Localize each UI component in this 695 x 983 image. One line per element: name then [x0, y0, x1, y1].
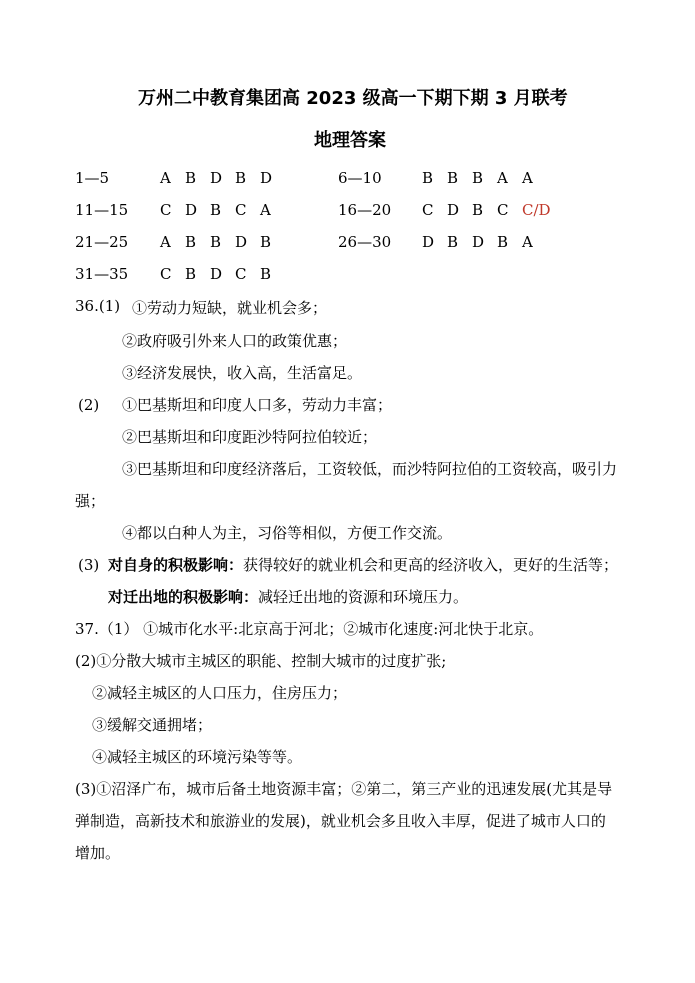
answer-letter: C — [160, 201, 172, 219]
answer-letter: B — [210, 201, 222, 219]
q36-part2-line: 强； — [75, 492, 106, 510]
answer-letter: A — [160, 233, 171, 251]
q36-part2-line: ③巴基斯坦和印度经济落后，工资较低，而沙特阿拉伯的工资较高，吸引力 — [122, 460, 618, 478]
answer-letter: A — [260, 201, 271, 219]
answer-letter: D — [472, 233, 485, 251]
answer-letter: D — [235, 233, 248, 251]
page-title: 万州二中教育集团高 2023 级高一下期下期 3 月联考 — [138, 88, 568, 109]
answer-range: 11—15 — [75, 201, 129, 219]
q36-part3-text: 减轻迁出地的资源和环境压力。 — [258, 588, 469, 606]
answer-letter: B — [472, 169, 484, 187]
answer-letter: D — [210, 265, 223, 283]
q36-part1-line: ①劳动力短缺，就业机会多； — [132, 299, 328, 317]
answer-letter: B — [210, 233, 222, 251]
answer-letter: D — [210, 169, 223, 187]
answer-range: 21—25 — [75, 233, 129, 251]
answer-letter: B — [447, 169, 459, 187]
answer-letters — [160, 169, 285, 187]
answer-letter: C — [160, 265, 172, 283]
q37-line: ③缓解交通拥堵； — [92, 716, 213, 734]
answer-letter: D — [447, 201, 460, 219]
answer-letter: B — [185, 265, 197, 283]
q37-line: (3)①沼泽广布，城市后备土地资源丰富；②第二，第三产业的迅速发展(尤其是导 — [75, 780, 613, 798]
answer-letter: C — [235, 265, 247, 283]
answer-letters — [422, 233, 547, 251]
answer-letters — [160, 201, 285, 219]
answer-letter: D — [185, 201, 198, 219]
answer-letters — [422, 201, 551, 219]
q36-part3-line — [108, 554, 618, 575]
answer-letter: D — [422, 233, 435, 251]
q37-line: ②减轻主城区的人口压力，住房压力； — [92, 684, 348, 702]
answer-range: 16—20 — [338, 201, 392, 219]
answer-letter-special: C/D — [522, 201, 551, 219]
answer-letters — [160, 265, 285, 283]
q36-part2-line: ④都以白种人为主，习俗等相似，方便工作交流。 — [122, 524, 453, 542]
answer-letter: B — [260, 233, 272, 251]
answer-letter: B — [472, 201, 484, 219]
answer-letter: B — [185, 233, 197, 251]
q37-line: 增加。 — [75, 844, 121, 862]
answer-letters — [422, 169, 547, 187]
answer-range: 31—35 — [75, 265, 129, 283]
answer-letter: A — [160, 169, 171, 187]
answer-letter: A — [522, 169, 533, 187]
answer-letter: C — [235, 201, 247, 219]
q36-part2-line: ①巴基斯坦和印度人口多，劳动力丰富； — [122, 396, 393, 414]
answer-letters — [160, 233, 285, 251]
q36-part1-line: ②政府吸引外来人口的政策优惠； — [122, 332, 348, 350]
answer-letter: C — [422, 201, 434, 219]
answer-range: 1—5 — [75, 169, 110, 187]
answer-letter: B — [260, 265, 272, 283]
q36-part3-heading: 对自身的积极影响： — [108, 556, 244, 574]
answer-letter: B — [422, 169, 434, 187]
q36-part3-line — [108, 586, 468, 607]
answer-range: 6—10 — [338, 169, 382, 187]
page-subtitle: 地理答案 — [314, 130, 386, 151]
answer-letter: B — [235, 169, 247, 187]
answer-range: 26—30 — [338, 233, 392, 251]
q37-line: ④减轻主城区的环境污染等等。 — [92, 748, 303, 766]
q36-part1-line: ③经济发展快，收入高，生活富足。 — [122, 364, 363, 382]
q37-line: 弹制造，高新技术和旅游业的发展)，就业机会多且收入丰厚，促进了城市人口的 — [75, 812, 606, 830]
q36-part3-label: (3) — [78, 556, 100, 574]
answer-letter: A — [497, 169, 508, 187]
q36-part2-line: ②巴基斯坦和印度距沙特阿拉伯较近； — [122, 428, 378, 446]
q36-part3-heading: 对迁出地的积极影响： — [108, 588, 259, 606]
q36-part1-label: 36.(1) — [75, 297, 121, 315]
q37-line: (2)①分散大城市主城区的职能、控制大城市的过度扩张; — [75, 652, 447, 670]
answer-letter: B — [447, 233, 459, 251]
answer-letter: B — [497, 233, 509, 251]
q37-line: 37.（1） ①城市化水平:北京高于河北；②城市化速度:河北快于北京。 — [75, 620, 544, 638]
q36-part2-label: (2) — [78, 396, 100, 414]
answer-letter: C — [497, 201, 509, 219]
answer-letter: D — [260, 169, 273, 187]
answer-letter: B — [185, 169, 197, 187]
q36-part3-text: 获得较好的就业机会和更高的经济收入，更好的生活等； — [243, 556, 619, 574]
answer-letter: A — [522, 233, 533, 251]
